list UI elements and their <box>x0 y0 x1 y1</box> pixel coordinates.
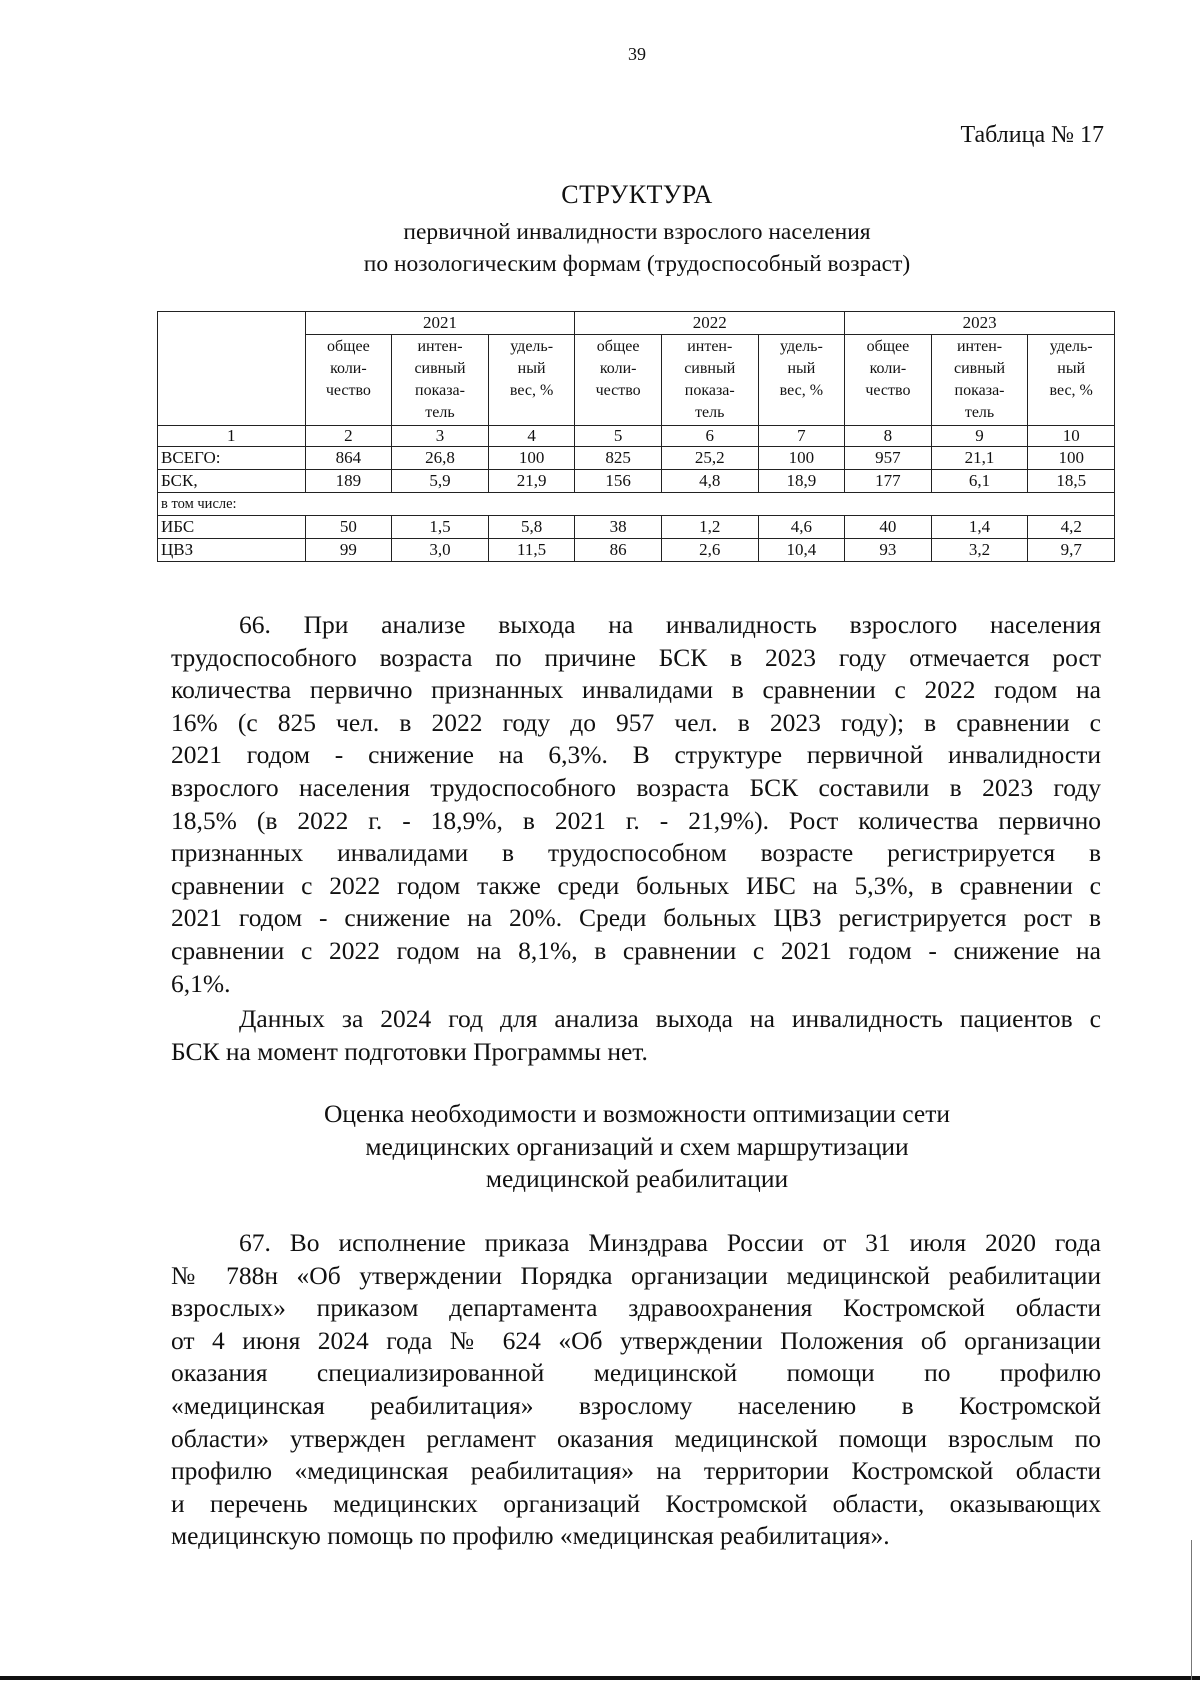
table-cell: 9,7 <box>1028 539 1115 562</box>
column-subheader <box>488 335 575 426</box>
text-line: медицинской реабилитации <box>485 1164 789 1194</box>
text-line: Оценка необходимости и возможности оптимизации сети <box>323 1099 950 1128</box>
subheader-line: ный <box>517 360 546 377</box>
text-line: 66. При анализе выхода на инвалидность взрослого населения <box>239 610 1101 639</box>
table-label: Таблица № 17 <box>960 122 1104 148</box>
paragraph-66 <box>171 609 1101 1000</box>
table-cell: 825 <box>575 447 662 470</box>
section-heading <box>0 1098 1200 1196</box>
subheader-line: чество <box>325 382 371 399</box>
subheader-line: интен- <box>417 338 463 355</box>
column-number-row <box>158 426 1115 447</box>
subheader-line: вес, % <box>779 382 824 399</box>
text-line: от 4 июня 2024 года № 624 «Об утверждении Положения об организации <box>171 1325 1101 1355</box>
subheader-line: коли- <box>869 360 907 377</box>
right-scan-edge <box>1191 1540 1192 1680</box>
column-subheader <box>661 335 758 426</box>
text-line: сравнении с 2022 годом на 8,1%, в сравнении с 2021 годом - снижение на <box>171 935 1101 965</box>
text-line: сравнении с 2022 годом также среди больных ИБС на 5,3%, в сравнении с <box>171 870 1101 900</box>
table-cell: 99 <box>305 539 392 562</box>
subheader-line: ный <box>1057 360 1086 377</box>
text-line: количества первично признанных инвалидами в сравнении с 2022 годом на <box>171 675 1101 705</box>
subtitle-line-1: первичной инвалидности взрослого населения <box>403 219 871 245</box>
column-number-cell: 7 <box>758 426 845 447</box>
text-line: медицинскую помощь по профилю «медицинская реабилитация». <box>171 1521 890 1551</box>
text-line: 16% (с 825 чел. в 2022 году до 957 чел. в 2023 году); в сравнении с <box>171 707 1101 737</box>
subheader-line: удель- <box>779 338 823 355</box>
text-line: взрослого населения трудоспособного возраста БСК составили в 2023 году <box>171 772 1101 802</box>
year-header: 2022 <box>575 312 845 335</box>
subheader-line: сивный <box>684 360 736 377</box>
table-cell: 93 <box>845 539 932 562</box>
subheader-line: вес, % <box>509 382 554 399</box>
subheader-line: сивный <box>414 360 466 377</box>
table-row <box>158 470 1115 493</box>
column-subheader <box>575 335 662 426</box>
table-cell: 18,9 <box>758 470 845 493</box>
text-line: 2021 годом - снижение на 6,3%. В структуре первичной инвалидности <box>171 740 1101 770</box>
table-cell: 50 <box>305 516 392 539</box>
table-cell: 3,0 <box>392 539 489 562</box>
subheader-line: интен- <box>687 338 733 355</box>
table-cell: 1,4 <box>931 516 1028 539</box>
subheader-line: вес, % <box>1049 382 1093 399</box>
table-cell: 25,2 <box>661 447 758 470</box>
subheader-line: чество <box>865 382 911 399</box>
column-subheader <box>758 335 845 426</box>
subheader-line: показа- <box>954 382 1005 399</box>
table-cell: 100 <box>488 447 575 470</box>
table-cell: 189 <box>305 470 392 493</box>
text-line: 2021 годом - снижение на 20%. Среди больных ЦВЗ регистрируется рост в <box>171 903 1101 933</box>
subheader-line: тель <box>695 404 725 421</box>
text-line: взрослых» приказом департамента здравоохранения Костромской области <box>171 1293 1101 1323</box>
table-cell: 86 <box>575 539 662 562</box>
row-label: ВСЕГО: <box>158 447 306 470</box>
column-number-cell: 5 <box>575 426 662 447</box>
subheader-line: сивный <box>953 360 1006 377</box>
table-cell: 100 <box>1028 447 1115 470</box>
column-subheader <box>305 335 392 426</box>
text-line: БСК на момент подготовки Программы нет. <box>171 1036 648 1066</box>
column-number-cell: 6 <box>661 426 758 447</box>
text-line: 6,1%. <box>171 968 231 998</box>
paragraph-67 <box>171 1227 1101 1553</box>
table-cell: 864 <box>305 447 392 470</box>
subtitle-line-2: по нозологическим формам (трудоспособный возраст) <box>363 251 911 277</box>
column-subheader <box>392 335 489 426</box>
table-cell: 4,2 <box>1028 516 1115 539</box>
table-cell: 1,2 <box>661 516 758 539</box>
table-cell: 5,8 <box>488 516 575 539</box>
header-empty-cell <box>158 312 306 426</box>
subheader-line: коли- <box>330 360 367 377</box>
column-number-cell: 4 <box>488 426 575 447</box>
text-line: трудоспособного возраста по причине БСК в 2023 году отмечается рост <box>171 642 1101 672</box>
table-row <box>158 539 1115 562</box>
year-header: 2021 <box>305 312 575 335</box>
text-line: области» утвержден регламент оказания медицинской помощи взрослым по <box>171 1423 1101 1453</box>
table-cell: 4,6 <box>758 516 845 539</box>
text-line: и перечень медицинских организаций Костромской области, оказывающих <box>171 1488 1101 1518</box>
table-row <box>158 516 1115 539</box>
subheader-line: общее <box>327 338 370 355</box>
subheader-line: коли- <box>599 360 637 377</box>
row-label: ЦВЗ <box>158 539 306 562</box>
table-cell: 26,8 <box>392 447 489 470</box>
table-row <box>158 447 1115 470</box>
subheader-line: интен- <box>956 338 1003 355</box>
year-header-row <box>158 312 1115 335</box>
text-line: «медицинская реабилитация» взрослому населению в Костромской <box>171 1390 1101 1420</box>
table-cell: 156 <box>575 470 662 493</box>
table-cell: 5,9 <box>392 470 489 493</box>
subheader-line: чество <box>595 382 641 399</box>
year-header: 2023 <box>845 312 1115 335</box>
subheader-line: показа- <box>415 382 465 399</box>
table-cell: 3,2 <box>931 539 1028 562</box>
page-number: 39 <box>628 44 646 64</box>
subheader-line: тель <box>964 404 995 421</box>
document-title: СТРУКТУРА <box>561 180 713 209</box>
row-label: в том числе: <box>158 493 1115 516</box>
text-line: медицинских организаций и схем маршрутизации <box>365 1131 909 1161</box>
subheader-line: показа- <box>684 382 735 399</box>
table-cell: 4,8 <box>661 470 758 493</box>
table-cell: 18,5 <box>1028 470 1115 493</box>
column-number-cell: 2 <box>305 426 392 447</box>
text-line: оказания специализированной медицинской помощи по профилю <box>171 1358 1101 1388</box>
table-cell: 1,5 <box>392 516 489 539</box>
table-row <box>158 493 1115 516</box>
column-number-cell: 1 <box>158 426 306 447</box>
text-line: профилю «медицинская реабилитация» на территории Костромской области <box>171 1456 1101 1486</box>
column-subheader <box>1028 335 1115 426</box>
table-cell: 6,1 <box>931 470 1028 493</box>
text-line: 18,5% (в 2022 г. - 18,9%, в 2021 г. - 21,9%). Рост количества первично <box>171 805 1101 835</box>
table-cell: 21,9 <box>488 470 575 493</box>
table-cell: 21,1 <box>931 447 1028 470</box>
column-number-cell: 3 <box>392 426 489 447</box>
column-number-cell: 8 <box>845 426 932 447</box>
column-number-cell: 9 <box>931 426 1028 447</box>
column-number-cell: 10 <box>1028 426 1115 447</box>
table-cell: 2,6 <box>661 539 758 562</box>
table-cell: 11,5 <box>488 539 575 562</box>
table-cell: 100 <box>758 447 845 470</box>
table-cell: 957 <box>845 447 932 470</box>
column-subheader <box>845 335 932 426</box>
subheader-line: удель- <box>1049 338 1093 355</box>
table-cell: 38 <box>575 516 662 539</box>
subheader-line: общее <box>866 338 910 355</box>
subheader-line: общее <box>596 338 640 355</box>
text-line: признанных инвалидами в трудоспособном возрасте регистрируется в <box>171 838 1101 868</box>
subheader-line: тель <box>425 404 455 421</box>
subheader-line: удель- <box>510 338 554 355</box>
table-cell: 40 <box>845 516 932 539</box>
text-line: 67. Во исполнение приказа Минздрава России от 31 июля 2020 года <box>239 1228 1101 1257</box>
column-subheader <box>931 335 1028 426</box>
row-label: БСК, <box>158 470 306 493</box>
bottom-scan-border <box>0 1676 1200 1680</box>
table-cell: 177 <box>845 470 932 493</box>
paragraph-no-data-2024 <box>171 1003 1101 1068</box>
disability-structure-table <box>157 311 1115 562</box>
table-cell: 10,4 <box>758 539 845 562</box>
text-line: № 788н «Об утверждении Порядка организации медицинской реабилитации <box>171 1260 1101 1290</box>
subheader-line: ный <box>787 360 816 377</box>
text-line: Данных за 2024 год для анализа выхода на инвалидность пациентов с <box>239 1004 1101 1033</box>
row-label: ИБС <box>158 516 306 539</box>
